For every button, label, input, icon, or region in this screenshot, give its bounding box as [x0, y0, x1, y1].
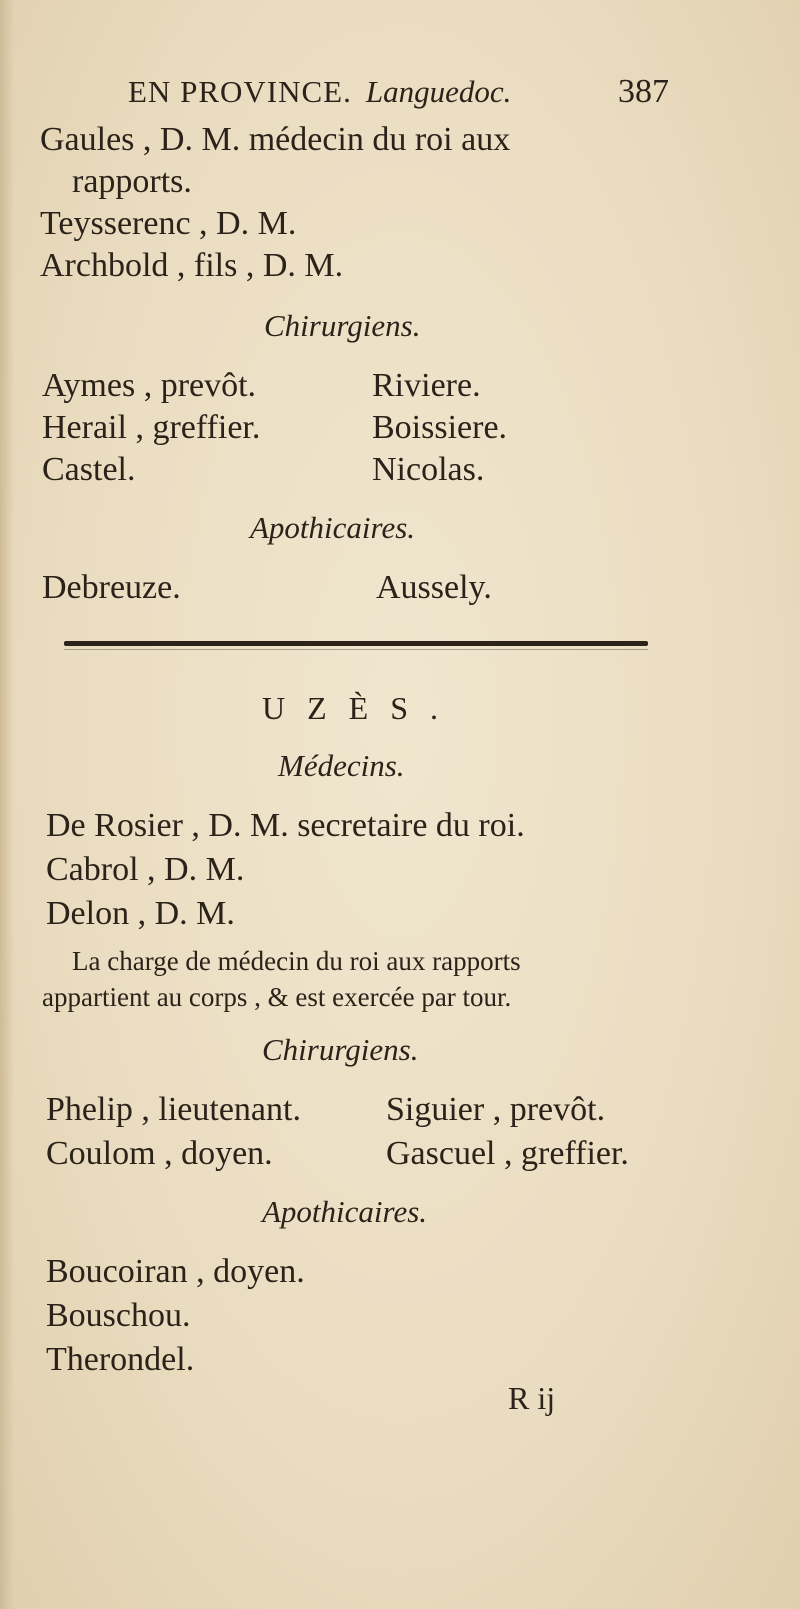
section-divider-shadow [64, 649, 648, 650]
entry-archbold: Archbold , fils , D. M. [40, 247, 344, 284]
chirurgien-left: Castel. [42, 451, 136, 488]
page-number: 387 [618, 73, 669, 110]
apothicaire-left: Debreuze. [42, 569, 181, 606]
section-divider [64, 641, 648, 646]
chirurgien-left: Aymes , prevôt. [42, 367, 257, 404]
apothicaire-entry: Therondel. [46, 1341, 195, 1378]
chirurgien-left: Coulom , doyen. [46, 1135, 273, 1172]
chirurgien-right: Gascuel , greffier. [386, 1135, 629, 1172]
heading-chirurgiens-uzes: Chirurgiens. [262, 1032, 419, 1067]
heading-apothicaires-uzes: Apothicaires. [262, 1194, 428, 1229]
heading-apothicaires: Apothicaires. [250, 510, 416, 545]
chirurgien-left: Herail , greffier. [42, 409, 261, 446]
medecin-entry: De Rosier , D. M. secretaire du roi. [46, 807, 525, 844]
note-line: La charge de médecin du roi aux rapports [72, 946, 521, 976]
note-line: appartient au corps , & est exercée par tour. [42, 982, 512, 1012]
apothicaire-right: Aussely. [376, 569, 492, 606]
apothicaire-entry: Bouschou. [46, 1297, 191, 1334]
chirurgien-left: Phelip , lieutenant. [46, 1091, 301, 1128]
entry-teysserenc: Teysserenc , D. M. [40, 205, 297, 242]
medecin-entry: Delon , D. M. [46, 895, 235, 932]
page-edge-shadow [0, 0, 14, 1609]
header-italic: Languedoc. [365, 74, 512, 109]
heading-medecins: Médecins. [278, 748, 405, 783]
city-title: UZÈS. [262, 690, 460, 726]
chirurgien-right: Boissiere. [372, 409, 508, 446]
chirurgien-right: Nicolas. [372, 451, 485, 488]
entry-gaules: Gaules , D. M. médecin du roi aux [40, 121, 511, 158]
medecin-entry: Cabrol , D. M. [46, 851, 245, 888]
header-left: EN PROVINCE. [128, 74, 352, 109]
signature-mark: R ij [508, 1380, 556, 1416]
running-header [128, 72, 511, 112]
apothicaire-entry: Boucoiran , doyen. [46, 1253, 305, 1290]
chirurgien-right: Siguier , prevôt. [386, 1091, 606, 1128]
chirurgien-right: Riviere. [372, 367, 481, 404]
heading-chirurgiens: Chirurgiens. [264, 308, 421, 343]
entry-gaules-cont: rapports. [72, 163, 192, 200]
